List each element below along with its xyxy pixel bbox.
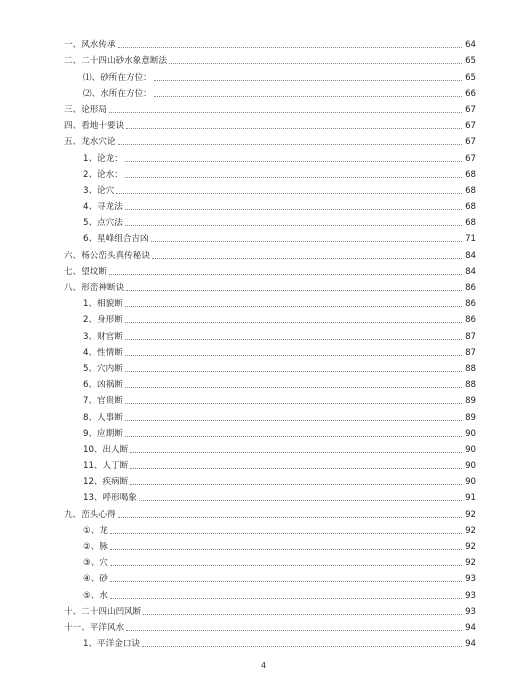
toc-dot-leader [130, 452, 462, 453]
toc-entry-page: 68 [465, 218, 476, 229]
toc-dot-leader [118, 517, 462, 518]
toc-dot-leader [142, 646, 462, 647]
toc-entry[interactable] [0, 164, 527, 180]
toc-dot-leader [154, 80, 462, 81]
toc-entry-page: 89 [465, 412, 476, 423]
toc-entry-title: 11、人丁断 [83, 461, 129, 472]
toc-dot-leader [130, 484, 462, 485]
toc-entry[interactable] [0, 374, 527, 390]
toc-dot-leader [143, 614, 462, 615]
toc-entry-page: 92 [465, 542, 476, 552]
toc-entry[interactable] [0, 503, 527, 519]
toc-entry-title: 10、出人断 [83, 444, 129, 455]
toc-entry[interactable] [0, 293, 527, 309]
toc-dot-leader [139, 500, 462, 501]
toc-dot-leader [130, 468, 462, 469]
toc-entry-title: 1、论龙： [83, 153, 123, 164]
toc-entry[interactable] [0, 568, 527, 584]
toc-entry-page: 67 [465, 153, 476, 164]
toc-entry-page: 84 [465, 266, 476, 277]
toc-entry-title: ⑵、水所在方位： [83, 88, 152, 99]
toc-entry[interactable] [0, 277, 527, 293]
toc-entry-title: 6、星峰组合吉凶 [83, 234, 149, 245]
toc-entry-page: 67 [465, 104, 476, 115]
toc-dot-leader [125, 339, 462, 340]
toc-entry-title: 4、性情断 [83, 347, 123, 358]
toc-entry-page: 87 [465, 347, 476, 358]
toc-entry-title: 9、应期断 [83, 428, 123, 439]
toc-dot-leader [125, 322, 462, 323]
toc-dot-leader [151, 241, 462, 242]
toc-dot-leader [169, 63, 462, 64]
toc-entry-title: ⑴、砂所在方位： [83, 72, 152, 83]
toc-dot-leader [110, 598, 462, 599]
toc-entry[interactable] [0, 584, 527, 600]
toc-entry-title: 十、二十四山凹风断 [64, 606, 142, 617]
toc-entry[interactable] [0, 455, 527, 471]
toc-entry[interactable] [0, 342, 527, 358]
toc-entry[interactable] [0, 131, 527, 147]
toc-entry[interactable] [0, 66, 527, 82]
toc-entry[interactable] [0, 617, 527, 633]
toc-dot-leader [154, 96, 462, 97]
toc-entry-page: 93 [465, 590, 476, 601]
toc-entry[interactable] [0, 99, 527, 115]
toc-dot-leader [110, 549, 462, 550]
toc-entry-page: 68 [465, 202, 476, 213]
toc-entry-title: 3、财官断 [83, 331, 123, 342]
toc-entry-title: ①、龙 [83, 525, 108, 536]
toc-entry-title: 四、看地十要诀 [64, 121, 125, 132]
toc-entry-title: 十一、平洋风水 [64, 622, 125, 633]
toc-entry[interactable] [0, 212, 527, 228]
toc-entry[interactable] [0, 423, 527, 439]
toc-entry-title: 3、论穴 [83, 185, 115, 196]
toc-entry-page: 67 [465, 121, 476, 132]
toc-entry[interactable] [0, 147, 527, 163]
toc-entry[interactable] [0, 261, 527, 277]
toc-dot-leader [110, 533, 462, 534]
toc-dot-leader [118, 47, 462, 48]
toc-entry-title: 2、身形断 [83, 315, 123, 326]
toc-entry-page: 91 [465, 493, 476, 504]
toc-entry[interactable] [0, 633, 527, 649]
toc-entry-title: 8、人事断 [83, 412, 123, 423]
toc-entry-title: 1、相貌断 [83, 299, 123, 310]
toc-entry-title: 六、杨公峦头真传秘诀 [64, 250, 150, 261]
toc-dot-leader [116, 193, 462, 194]
toc-entry[interactable] [0, 228, 527, 244]
toc-entry-title: 12、疾病断 [83, 477, 129, 488]
toc-entry-page: 93 [465, 606, 476, 617]
toc-entry-page: 86 [465, 315, 476, 326]
toc-entry[interactable] [0, 309, 527, 325]
toc-entry-page: 71 [465, 234, 476, 245]
toc-dot-leader [109, 274, 462, 275]
toc-dot-leader [152, 258, 462, 259]
toc-entry[interactable] [0, 552, 527, 568]
toc-entry-page: 92 [465, 558, 476, 569]
toc-dot-leader [125, 306, 462, 307]
toc-dot-leader [125, 403, 462, 404]
table-of-contents [0, 34, 527, 649]
toc-dot-leader [109, 112, 462, 113]
toc-dot-leader [125, 209, 462, 210]
toc-entry-page: 90 [465, 461, 476, 472]
toc-entry-title: 5、穴内断 [83, 363, 123, 374]
page-number: 4 [260, 661, 267, 670]
toc-dot-leader [126, 630, 462, 631]
toc-entry[interactable] [0, 325, 527, 341]
toc-entry-page: 65 [465, 72, 476, 83]
toc-entry-title: 4、寻龙法 [83, 202, 123, 213]
toc-entry-page: 68 [465, 185, 476, 196]
toc-entry-page: 93 [465, 574, 476, 585]
toc-dot-leader [125, 371, 462, 372]
toc-entry-title: 6、凶祸断 [83, 380, 123, 391]
toc-entry-page: 87 [465, 331, 476, 342]
toc-entry-page: 94 [465, 622, 476, 633]
toc-entry-title: 七、望坟断 [64, 266, 107, 277]
toc-dot-leader [110, 581, 462, 582]
toc-entry-title: 二、二十四山砂水象意断法 [64, 56, 168, 67]
toc-entry[interactable] [0, 536, 527, 552]
toc-entry-page: 94 [465, 639, 476, 650]
toc-entry[interactable] [0, 244, 527, 260]
toc-entry-page: 64 [465, 40, 476, 51]
toc-entry-page: 84 [465, 250, 476, 261]
toc-entry-page: 65 [465, 56, 476, 67]
toc-entry-page: 89 [465, 396, 476, 407]
toc-entry-page: 68 [465, 169, 476, 180]
toc-entry-title: 三、论形局 [64, 104, 107, 115]
toc-entry-page: 88 [465, 363, 476, 374]
toc-entry-page: 90 [465, 477, 476, 488]
toc-entry-title: 13、呼形喝象 [83, 493, 137, 504]
toc-dot-leader [125, 355, 462, 356]
toc-entry[interactable] [0, 50, 527, 66]
toc-entry-title: 7、官贵断 [83, 396, 123, 407]
toc-entry[interactable] [0, 358, 527, 374]
toc-entry-title: 九、峦头心得 [64, 509, 116, 520]
toc-entry[interactable] [0, 180, 527, 196]
toc-entry-title: 一、风水传承 [64, 40, 116, 51]
toc-dot-leader [125, 177, 462, 178]
toc-entry-title: 八、形峦神断诀 [64, 283, 125, 293]
toc-dot-leader [125, 436, 462, 437]
toc-dot-leader [125, 225, 462, 226]
toc-entry-page: 92 [465, 509, 476, 520]
toc-entry[interactable] [0, 34, 527, 50]
toc-entry-title: 五、龙水穴论 [64, 137, 116, 148]
toc-entry[interactable] [0, 520, 527, 536]
toc-entry[interactable] [0, 487, 527, 503]
toc-entry-title: ②、脉 [83, 542, 108, 552]
toc-entry-title: ⑤、水 [83, 590, 108, 601]
toc-entry-title: ④、砂 [83, 574, 108, 585]
toc-dot-leader [110, 565, 462, 566]
toc-entry-page: 86 [465, 299, 476, 310]
toc-dot-leader [125, 161, 462, 162]
toc-entry[interactable] [0, 406, 527, 422]
toc-entry-page: 90 [465, 428, 476, 439]
toc-entry-page: 86 [465, 283, 476, 293]
toc-dot-leader [125, 387, 462, 388]
toc-entry-title: 1、平洋金口诀 [83, 639, 141, 650]
toc-entry-title: 5、点穴法 [83, 218, 123, 229]
toc-dot-leader [118, 144, 462, 145]
toc-dot-leader [126, 290, 462, 291]
toc-entry-page: 67 [465, 137, 476, 148]
toc-entry[interactable] [0, 601, 527, 617]
toc-dot-leader [125, 420, 462, 421]
toc-entry[interactable] [0, 390, 527, 406]
toc-entry[interactable] [0, 115, 527, 131]
toc-entry-title: 2、论水： [83, 169, 123, 180]
toc-entry-page: 66 [465, 88, 476, 99]
toc-entry[interactable] [0, 196, 527, 212]
toc-dot-leader [126, 128, 462, 129]
toc-entry[interactable] [0, 439, 527, 455]
toc-entry-page: 92 [465, 525, 476, 536]
toc-entry-page: 88 [465, 380, 476, 391]
toc-entry[interactable] [0, 471, 527, 487]
toc-entry-title: ③、穴 [83, 558, 108, 569]
toc-entry[interactable] [0, 83, 527, 99]
toc-entry-page: 90 [465, 444, 476, 455]
